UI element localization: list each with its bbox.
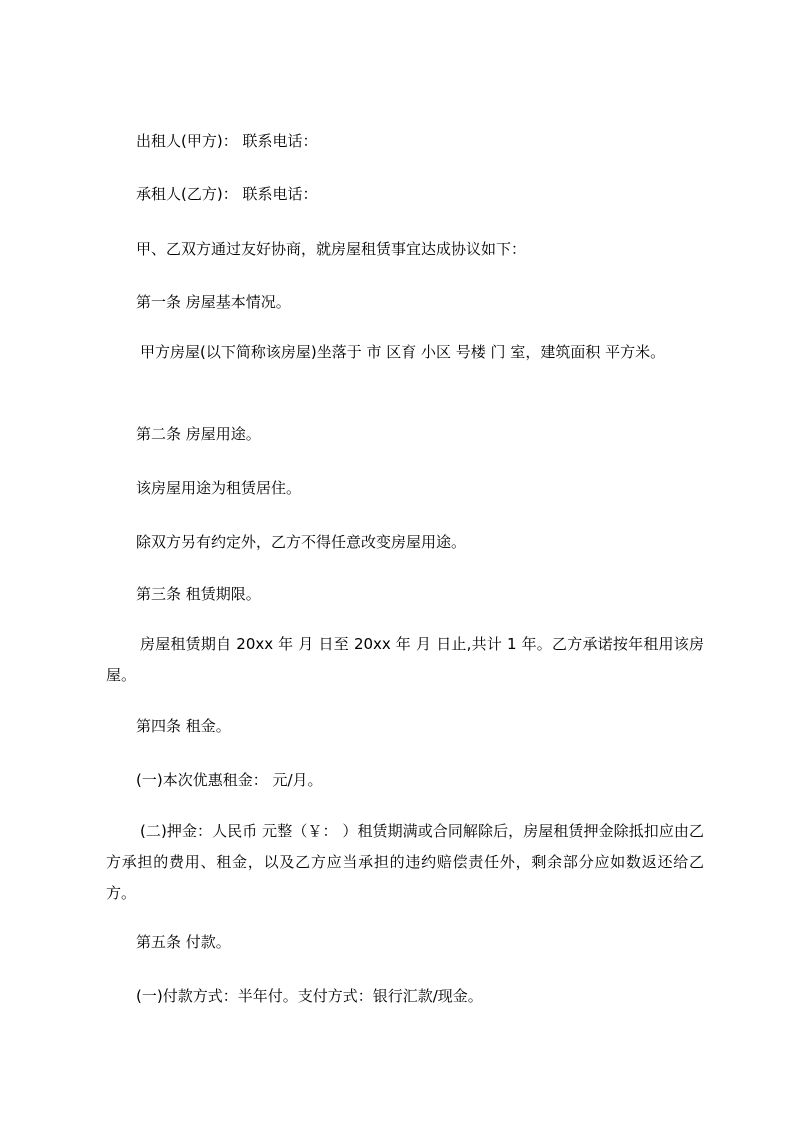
article-2-body-1: 该房屋用途为租赁居住。 [136, 479, 302, 497]
article-5-item-1: (一)付款方式：半年付。支付方式：银行汇款/现金。 [136, 987, 483, 1005]
article-4-title: 第四条 租金。 [136, 717, 231, 735]
article-5-title: 第五条 付款。 [136, 933, 231, 951]
article-2-body-2: 除双方另有约定外，乙方不得任意改变房屋用途。 [136, 533, 467, 551]
lessor-line: 出租人(甲方)： 联系电话： [136, 132, 318, 150]
article-3-body: 房屋租赁期自 20xx 年 月 日至 20xx 年 月 日止,共计 1 年。乙方承诺按年租用该房屋。 [106, 635, 704, 684]
article-3-title: 第三条 租赁期限。 [136, 585, 261, 603]
article-4-item-1: (一)本次优惠租金： 元/月。 [136, 771, 323, 789]
article-1-body: 甲方房屋(以下简称该房屋)坐落于 市 区育 小区 号楼 门 室，建筑面积 平方米。 [140, 343, 666, 361]
intro-text: 甲、乙双方通过友好协商，就房屋租赁事宜达成协议如下： [136, 240, 527, 258]
article-4-item-2: (二)押金：人民币 元整（￥： ）租赁期满或合同解除后，房屋租赁押金除抵扣应由乙方承担的费用、租金，以及乙方应当承担的违约赔偿责任外，剩余部分应如数返还给乙方。 [106, 822, 704, 902]
article-1-title: 第一条 房屋基本情况。 [136, 293, 291, 311]
lessee-line: 承租人(乙方)： 联系电话： [136, 185, 318, 203]
article-2-title: 第二条 房屋用途。 [136, 425, 261, 443]
